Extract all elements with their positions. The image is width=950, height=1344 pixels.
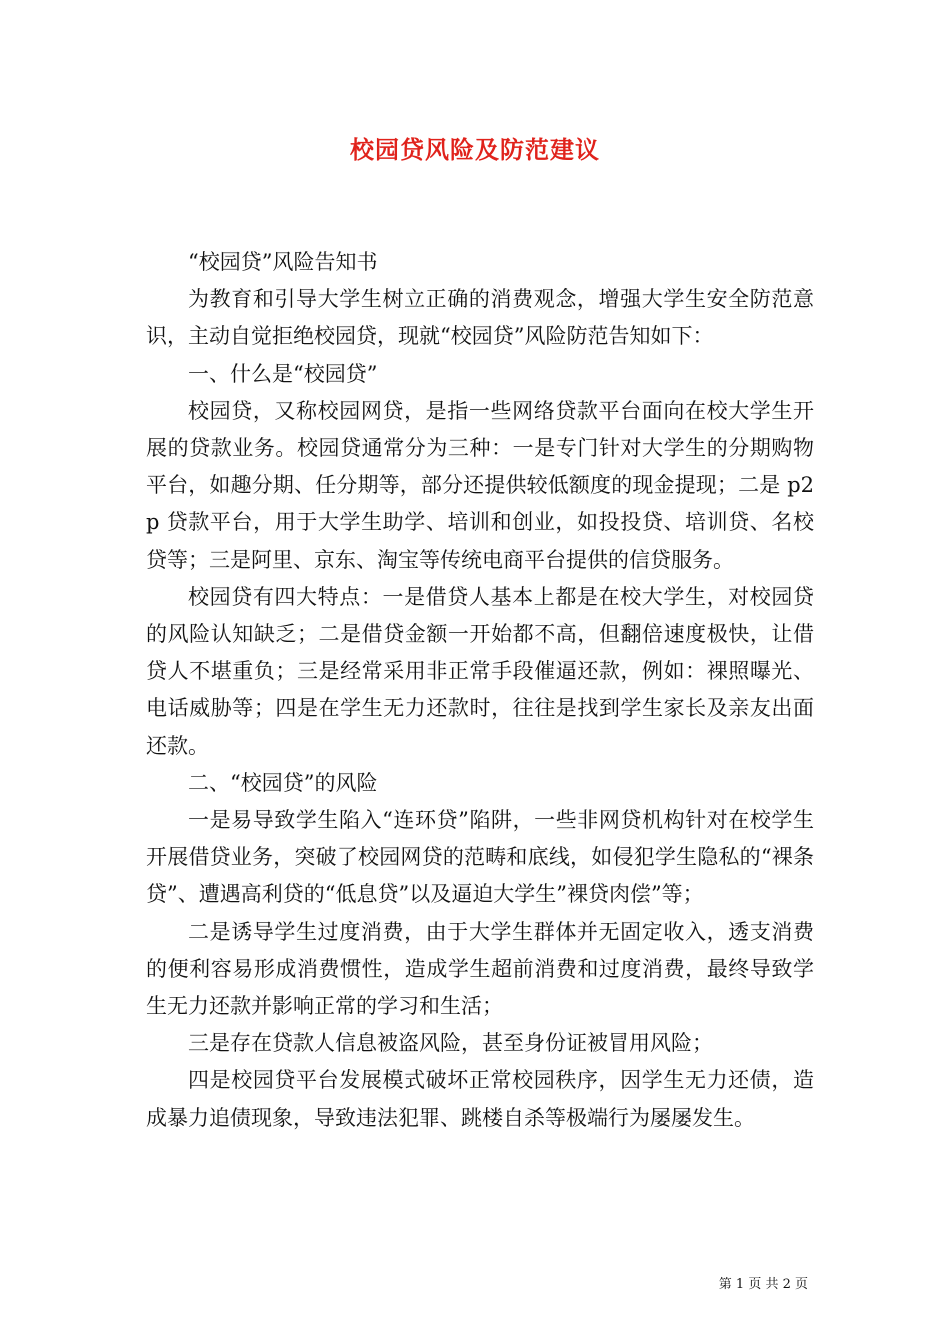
paragraph-definition: 校园贷，又称校园网贷，是指一些网络贷款平台面向在校大学生开展的贷款业务。校园贷通常分为三种：一是专门针对大学生的分期购物平台，如趣分期、任分期等，部分还提供较低额度的现金提现；二是 p2p 贷款平台，用于大学生助学、培训和创业，如投投贷、培训贷、名校贷等；三是阿里、京东、淘宝等传统电商平台提供的信贷服务。 [146,398,814,572]
document-body [146,244,814,1137]
paragraph-risk-2: 二是诱导学生过度消费，由于大学生群体并无固定收入，透支消费的便利容易形成消费惯性，造成学生超前消费和过度消费，最终导致学生无力还款并影响正常的学习和生活； [146,919,814,1019]
paragraph-intro: 为教育和引导大学生树立正确的消费观念，增强大学生安全防范意识，主动自觉拒绝校园贷，现就“校园贷”风险防范告知如下： [146,287,814,349]
paragraph-risk-4: 四是校园贷平台发展模式破坏正常校园秩序，因学生无力还债，造成暴力追债现象，导致违法犯罪、跳楼自杀等极端行为屡屡发生。 [146,1068,814,1130]
paragraph-features: 校园贷有四大特点：一是借贷人基本上都是在校大学生，对校园贷的风险认知缺乏；二是借贷金额一开始都不高，但翻倍速度极快，让借贷人不堪重负；三是经常采用非正常手段催逼还款，例如：裸照曝光、电话威胁等；四是在学生无力还款时，往往是找到学生家长及亲友出面还款。 [146,584,814,758]
page-number: 第 1 页 共 2 页 [718,1277,808,1292]
paragraph-notice-heading: “校园贷”风险告知书 [188,250,378,274]
section-heading-risks: 二、“校园贷”的风险 [188,770,378,795]
document-title: 校园贷风险及防范建议 [350,135,600,164]
paragraph-risk-1: 一是易导致学生陷入“连环贷”陷阱，一些非网贷机构针对在校学生开展借贷业务，突破了校园网贷的范畴和底线，如侵犯学生隐私的“裸条贷”、遭遇高利贷的“低息贷”以及逼迫大学生”裸贷肉偿”等； [146,808,814,907]
paragraph-risk-3: 三是存在贷款人信息被盗风险，甚至身份证被冒用风险； [188,1031,713,1056]
section-heading-what-is: 一、什么是“校园贷” [188,361,378,386]
